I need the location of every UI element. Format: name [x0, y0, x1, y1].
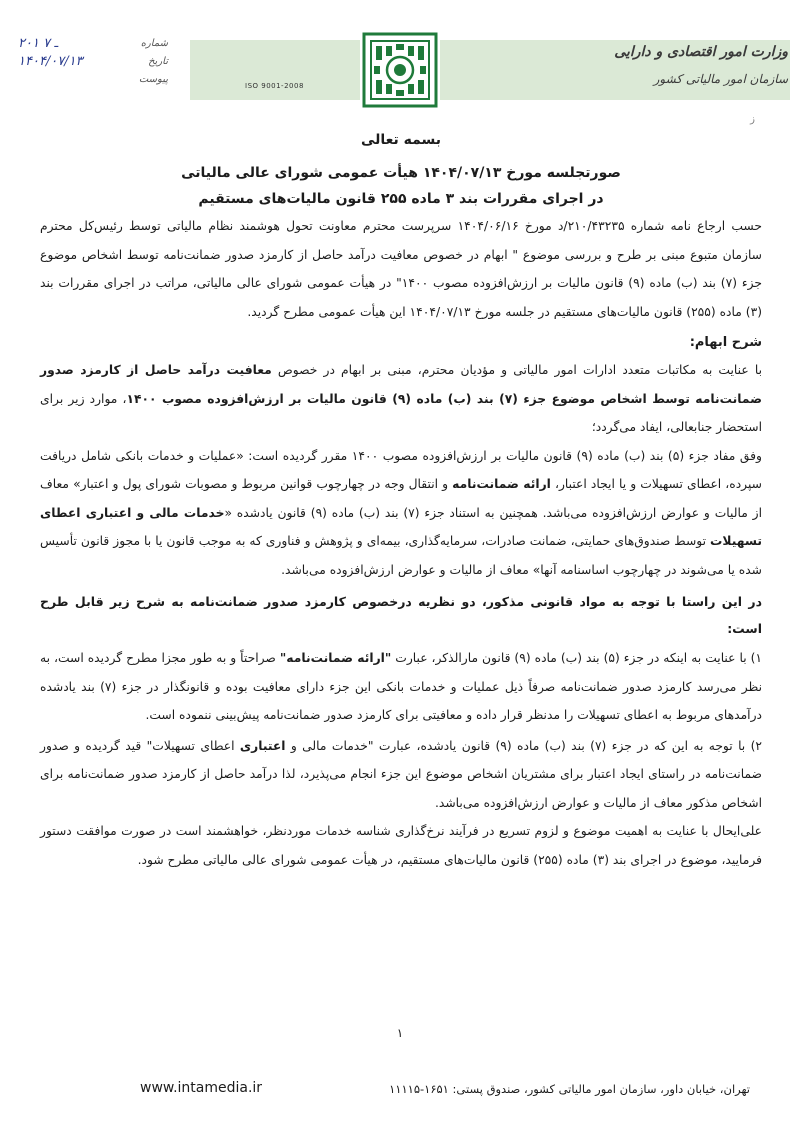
- view2-bold: اعتباری: [239, 738, 286, 753]
- sharh-heading: شرح ابهام:: [689, 335, 762, 350]
- page-number: ۱: [396, 1026, 404, 1040]
- footer-address: تهران، خیابان داور، سازمان امور مالیاتی کشور، صندوق پستی: ۱۶۵۱-۱۱۱۱۵: [389, 1082, 750, 1096]
- ministry-header: [614, 44, 788, 86]
- letterhead-band-left: [190, 40, 360, 100]
- footer-website: www.intamedia.ir: [140, 1080, 263, 1096]
- iso-label: ISO 9001-2008: [245, 82, 304, 90]
- sharh-p2-bold-1: ارائه ضمانت‌نامه: [452, 477, 551, 491]
- ref-number: ۲۰۱ ـ ۷: [18, 35, 59, 51]
- sharh-p2-bold-2: خدمات مالی و اعتباری اعطای تسهیلات: [40, 505, 762, 548]
- closing-paragraph: علی‌ایحال با عنایت به اهمیت موضوع و لزوم تسریع در فرآیند نرخ‌گذاری شناسه خدمات موردنظر، خواهشمند است در صورت موافقت دستور فرمایید، موضوع در اجرای بند (۳) ماده (۲۵۵) قانون مالیات‌های مستقیم، در هیأت عمومی شورای عالی مالیاتی مطرح شود.: [40, 824, 762, 867]
- view-2-paragraph: [40, 732, 762, 818]
- ref-attach-row: [18, 70, 168, 88]
- view2-c: اعطای تسهیلات" قید گردیده و صدور ضمانت‌نامه در راستای ایجاد اعتبار برای مشتریان اشخاص موضوع این جزء انجام می‌پذیرد، لذا درآمد حاصل از کارمزد صدور ضمانت‌نامه برای اشخاص مذکور معاف از مالیات و عوارض ارزش‌افزوده می‌باشد.: [40, 738, 762, 810]
- sharh-p2-c: و انتقال وجه در چهارچوب قوانین مربوط و مصوبات شورای پول و اعتبار» معاف از مالیات و عوارض ارزش‌افزوده می‌باشد. همچنین به استناد جزء (۷) بند (ب) ماده (۹) قانون یادشده «: [40, 477, 763, 520]
- intro-paragraph: حسب ارجاع نامه شماره ۲۱۰/۴۳۲۳۵/د مورخ ۱۴۰۴/۰۶/۱۶ سرپرست محترم معاونت تحول هوشمند نظام مالیاتی توسط رئیس‌کل محترم سازمان متبوع مبنی بر طرح و بررسی موضوع " ابهام در خصوص معافیت درآمد حاصل از کارمزد صدور ضمانت‌نامه توسط اشخاص موضوع جزء (۷) بند (ب) ماده (۹) قانون مالیات بر ارزش‌افزوده مصوب ۱۴۰۰" در هیأت عمومی شورای عالی مالیاتی، مراتب در اجرای مقررات بند (۳) ماده (۲۵۵) قانون مالیات‌های مستقیم در جلسه مورخ ۱۴۰۴/۰۷/۱۳ این هیأت عمومی مطرح گردید.: [40, 219, 762, 319]
- views-lead: در این راستا با توجه به مواد قانونی مذکور، دو نظریه درخصوص کارمزد صدور ضمانت‌نامه به شرح زیر قابل طرح است:: [40, 594, 762, 636]
- sharh-p1-bold: معافیت درآمد حاصل از کارمزد صدور ضمانت‌نامه توسط اشخاص موضوع جزء (۷) بند (ب) ماده (۹) قانون مالیات بر ارزش‌افزوده مصوب ۱۴۰۰: [40, 363, 762, 406]
- view1-c: صراحتاً و به طور مجزا مطرح گردیده است، به نظر می‌رسد کارمزد صدور ضمانت‌نامه صرفاً ذیل عملیات و خدمات بانکی این جزء دارای معافیت بوده و قانونگذار در جزء (۷) بند یادشده درآمدهای مربوط به اعطای تسهیلات را مدنظر قرار داده و معافیتی برای کارمزد صدور ضمانت‌نامه پیش‌بینی ننموده است.: [40, 651, 763, 722]
- sharh-paragraph-2: [40, 442, 762, 585]
- document-body: [40, 130, 762, 874]
- ref-date: ۱۴۰۴/۰۷/۱۳: [18, 53, 83, 69]
- title-line-1: صورتجلسه مورخ ۱۴۰۴/۰۷/۱۳ هیأت عمومی شورای عالی مالیاتی: [181, 165, 621, 181]
- basmala: بسمه تعالی: [360, 132, 442, 148]
- organization-emblem-icon: [360, 30, 440, 110]
- reference-block: [18, 34, 168, 88]
- ref-number-label: شماره: [140, 37, 168, 49]
- ministry-name: وزارت امور اقتصادی و دارایی: [614, 44, 788, 60]
- ref-date-label: تاریخ: [148, 55, 168, 67]
- corner-mark: ز: [750, 114, 755, 125]
- ref-date-row: [18, 52, 168, 70]
- sharh-p1-c: ، موارد زیر برای استحضار جنابعالی، ایفاد می‌گردد؛: [40, 391, 762, 434]
- sharh-p2-e: توسط صندوق‌های حمایتی، ضمانت صادرات، سرمایه‌گذاری، بیمه‌ای و پژوهش و فناوری که به موجب قانون یا با مجوز قانون تأسیس شده یا می‌شوند در چهارچوب اساسنامه آنها» معاف از مالیات و عوارض ارزش‌افزوده می‌باشد.: [40, 534, 762, 577]
- letterhead: [0, 0, 800, 125]
- sharh-p2-a: وفق مفاد جزء (۵) بند (ب) ماده (۹) قانون مالیات بر ارزش‌افزوده مصوب ۱۴۰۰ مقرر گردیده است: «عملیات و خدمات بانکی شامل دریافت سپرده، اعطای تسهیلات و یا ایجاد اعتبار،: [40, 448, 762, 491]
- ref-attach-label: پیوست: [138, 73, 168, 85]
- view2-a: ۲) با توجه به این که در جزء (۷) بند (ب) ماده (۹) قانون یادشده، عبارت "خدمات مالی و: [285, 738, 762, 753]
- ref-number-row: [18, 34, 168, 52]
- footer: [0, 1066, 800, 1106]
- organization-name: سازمان امور مالیاتی کشور: [653, 72, 788, 86]
- title-line-2: در اجرای مقررات بند ۳ ماده ۲۵۵ قانون مالیات‌های مستقیم: [198, 191, 604, 207]
- sharh-p1-a: با عنایت به مکاتبات متعدد ادارات امور مالیاتی و مؤدیان محترم، مبنی بر ابهام در خصوص: [271, 363, 763, 377]
- view1-a: ۱) با عنایت به اینکه در جزء (۵) بند (ب) ماده (۹) قانون مارالذکر، عبارت: [391, 651, 763, 665]
- view1-bold: "ارائه ضمانت‌نامه": [279, 651, 392, 665]
- sharh-paragraph-1: [40, 356, 762, 442]
- view-1-paragraph: [40, 644, 762, 730]
